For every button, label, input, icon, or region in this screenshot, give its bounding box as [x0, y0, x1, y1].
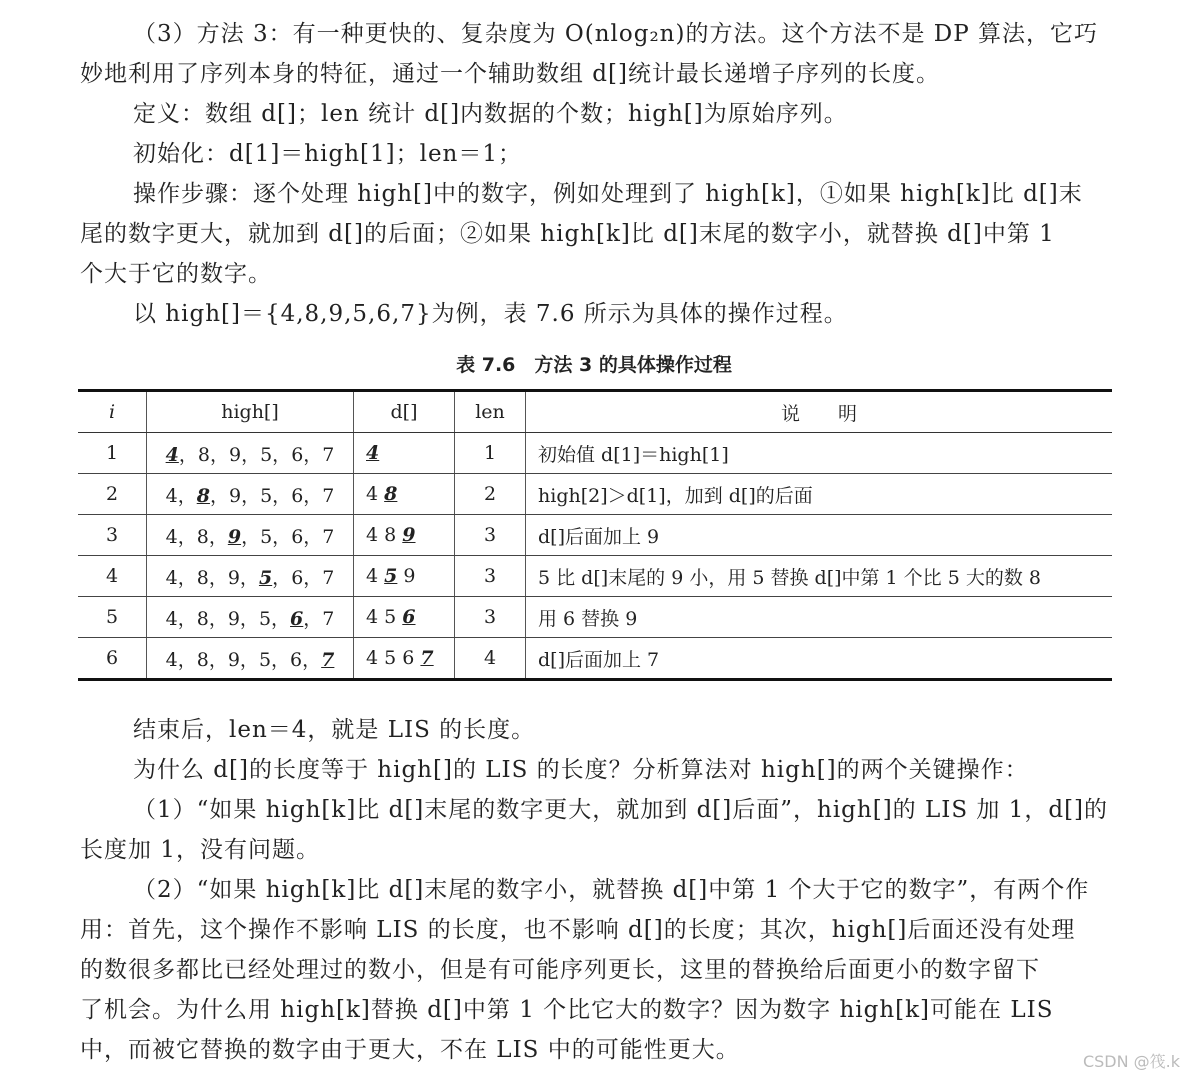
- cell-len: 3: [455, 556, 526, 597]
- high-value: 7: [322, 443, 335, 466]
- high-value: 8: [196, 484, 210, 507]
- high-value: 9: [227, 648, 240, 671]
- cell-d: [354, 597, 455, 638]
- high-value: 5: [258, 607, 272, 630]
- high-value: 6: [290, 607, 304, 630]
- cell-d: [354, 638, 455, 680]
- cell-d: [354, 515, 455, 556]
- cell-len: 3: [455, 597, 526, 638]
- table-row: [78, 433, 1112, 474]
- para-line-6: 尾的数字更大，就加到 d[]的后面；②如果 high[k]比 d[]末尾的数字小，就替换 d[]中第 1: [80, 221, 1055, 247]
- high-value: 4: [165, 443, 179, 466]
- high-value: 6: [291, 484, 304, 507]
- cell-high: 4，8，9，5，6，7: [147, 638, 354, 680]
- d-value: 8: [384, 483, 398, 505]
- cell-desc: d[]后面加上 7: [526, 638, 1113, 680]
- col-header-high: high[]: [147, 391, 354, 433]
- d-value: 4: [366, 565, 379, 587]
- d-value: 6: [402, 606, 416, 628]
- d-value: 5: [384, 647, 397, 669]
- high-value: 4: [165, 484, 178, 507]
- cell-i: 1: [78, 433, 147, 474]
- col-header-desc: 说 明: [526, 391, 1113, 433]
- d-value: 7: [420, 647, 434, 669]
- high-value: 8: [196, 525, 209, 548]
- cell-desc: d[]后面加上 9: [526, 515, 1113, 556]
- para-line-5: 操作步骤：逐个处理 high[]中的数字，例如处理到了 high[k]，①如果 high[k]比 d[]末: [133, 181, 1083, 207]
- d-value: 4: [366, 442, 380, 464]
- high-value: 4: [165, 525, 178, 548]
- para-line-7: 个大于它的数字。: [80, 261, 272, 287]
- cell-i: 3: [78, 515, 147, 556]
- para-line-1: （3）方法 3：有一种更快的、复杂度为 O(nlog₂n)的方法。这个方法不是 DP 算法，它巧: [133, 21, 1099, 47]
- high-value: 5: [260, 484, 273, 507]
- cell-desc: 初始值 d[1]＝high[1]: [526, 433, 1113, 474]
- high-value: 9: [228, 443, 242, 466]
- para-line-3: 定义：数组 d[]；len 统计 d[]内数据的个数；high[]为原始序列。: [133, 101, 848, 127]
- high-value: 5: [260, 443, 273, 466]
- d-value: 4: [366, 483, 379, 505]
- cell-high: 4，8，9，5，6，7: [147, 433, 354, 474]
- para-line-8: 以 high[]＝{4,8,9,5,6,7}为例，表 7.6 所示为具体的操作过程。: [133, 301, 848, 327]
- table-row: [78, 597, 1112, 638]
- after-line-8: 了机会。为什么用 high[k]替换 d[]中第 1 个比它大的数字？因为数字 high[k]可能在 LIS: [80, 997, 1054, 1023]
- high-value: 6: [291, 566, 304, 589]
- high-value: 8: [196, 566, 209, 589]
- d-value: 5: [384, 565, 398, 587]
- cell-len: 1: [455, 433, 526, 474]
- col-header-i: i: [78, 391, 147, 433]
- cell-len: 4: [455, 638, 526, 680]
- high-value: 7: [322, 566, 335, 589]
- high-value: 6: [291, 443, 304, 466]
- d-value: 8: [384, 524, 397, 546]
- high-value: 7: [322, 607, 335, 630]
- after-line-5: （2）“如果 high[k]比 d[]末尾的数字小，就替换 d[]中第 1 个大于它的数字”，有两个作: [133, 877, 1090, 903]
- cell-d: [354, 556, 455, 597]
- cell-len: 3: [455, 515, 526, 556]
- high-value: 4: [165, 648, 178, 671]
- high-value: 6: [291, 525, 304, 548]
- cell-high: 4，8，9，5，6，7: [147, 474, 354, 515]
- cell-desc: 用 6 替换 9: [526, 597, 1113, 638]
- process-table: [78, 389, 1112, 681]
- table-row: [78, 556, 1112, 597]
- d-value: 4: [366, 647, 379, 669]
- cell-desc: high[2]＞d[1]，加到 d[]的后面: [526, 474, 1113, 515]
- high-value: 5: [258, 566, 273, 589]
- after-line-1: 结束后，len＝4，就是 LIS 的长度。: [133, 717, 536, 743]
- high-value: 8: [196, 648, 209, 671]
- high-value: 9: [227, 607, 240, 630]
- cell-high: 4，8，9，5，6，7: [147, 515, 354, 556]
- high-value: 5: [258, 648, 272, 671]
- after-line-3: （1）“如果 high[k]比 d[]末尾的数字更大，就加到 d[]后面”，high[]的 LIS 加 1，d[]的: [133, 797, 1109, 823]
- after-line-7: 的数很多都比已经处理过的数小，但是有可能序列更长，这里的替换给后面更小的数字留下: [80, 957, 1040, 983]
- high-value: 4: [165, 566, 178, 589]
- after-line-4: 长度加 1，没有问题。: [80, 837, 320, 863]
- cell-i: 4: [78, 556, 147, 597]
- d-value: 9: [402, 524, 416, 546]
- table-caption: 表 7.6 方法 3 的具体操作过程: [456, 354, 732, 376]
- cell-desc: 5 比 d[]末尾的 9 小，用 5 替换 d[]中第 1 个比 5 大的数 8: [526, 556, 1113, 597]
- d-value: 4: [366, 606, 379, 628]
- cell-high: 4，8，9，5，6，7: [147, 597, 354, 638]
- table-row: [78, 638, 1112, 680]
- high-value: 7: [322, 484, 335, 507]
- after-line-2: 为什么 d[]的长度等于 high[]的 LIS 的长度？分析算法对 high[]的两个关键操作：: [133, 757, 1029, 783]
- para-line-4: 初始化：d[1]＝high[1]；len＝1；: [133, 141, 523, 167]
- after-line-6: 用：首先，这个操作不影响 LIS 的长度，也不影响 d[]的长度；其次，high[]后面还没有处理: [80, 917, 1076, 943]
- high-value: 8: [196, 607, 209, 630]
- high-value: 9: [227, 566, 240, 589]
- high-value: 9: [227, 525, 242, 548]
- table-row: [78, 474, 1112, 515]
- col-header-d: d[]: [354, 391, 455, 433]
- cell-d: [354, 433, 455, 474]
- watermark: CSDN @筏.k: [1082, 1052, 1180, 1071]
- cell-i: 2: [78, 474, 147, 515]
- d-value: 9: [403, 565, 416, 587]
- d-value: 4: [366, 524, 379, 546]
- table-row: [78, 515, 1112, 556]
- cell-i: 6: [78, 638, 147, 680]
- high-value: 8: [197, 443, 210, 466]
- cell-d: [354, 474, 455, 515]
- d-value: 5: [384, 606, 397, 628]
- col-header-len: len: [455, 391, 526, 433]
- high-value: 9: [228, 484, 242, 507]
- para-line-2: 妙地利用了序列本身的特征，通过一个辅助数组 d[]统计最长递增子序列的长度。: [80, 61, 940, 87]
- d-value: 6: [402, 647, 415, 669]
- high-value: 5: [260, 525, 273, 548]
- high-value: 7: [321, 648, 335, 671]
- high-value: 6: [290, 648, 303, 671]
- after-line-9: 中，而被它替换的数字由于更大，不在 LIS 中的可能性更大。: [80, 1037, 740, 1063]
- cell-i: 5: [78, 597, 147, 638]
- high-value: 4: [165, 607, 178, 630]
- cell-len: 2: [455, 474, 526, 515]
- high-value: 7: [322, 525, 335, 548]
- cell-high: 4，8，9，5，6，7: [147, 556, 354, 597]
